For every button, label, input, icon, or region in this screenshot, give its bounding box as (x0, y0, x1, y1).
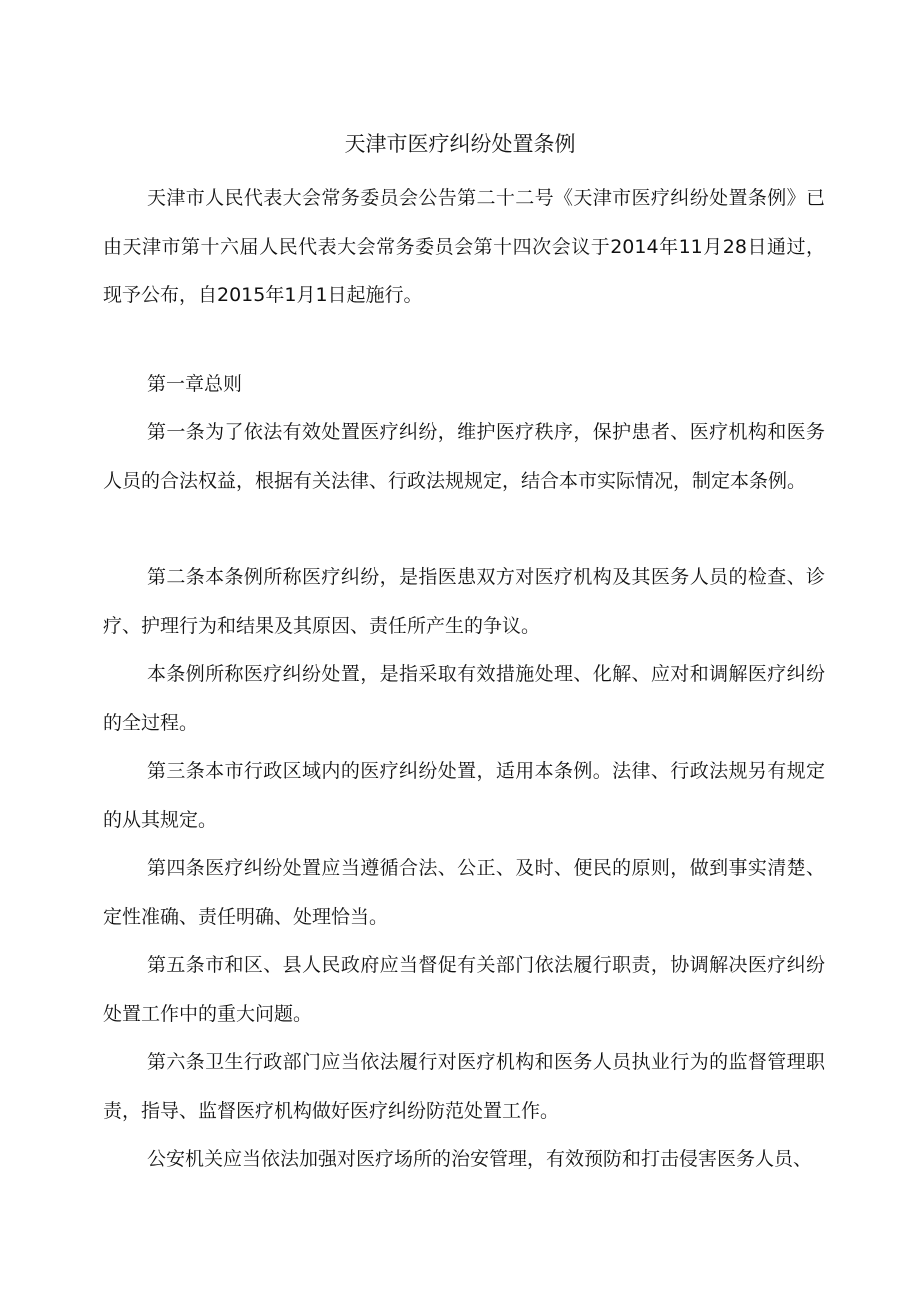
intro-paragraph: 天津市人民代表大会常务委员会公告第二十二号《天津市医疗纠纷处置条例》已由天津市第十六届人民代表大会常务委员会第十四次会议于2014年11月28日通过，现予公布，自2015年1月1日起施行。 (103, 187, 825, 306)
article-4-paragraph: 第四条医疗纠纷处置应当遵循合法、公正、及时、便民的原则，做到事实清楚、定性准确、责任明确、处理恰当。 (103, 857, 825, 928)
article-1-paragraph: 第一条为了依法有效处置医疗纠纷，维护医疗秩序，保护患者、医疗机构和医务人员的合法权益，根据有关法律、行政法规规定，结合本市实际情况，制定本条例。 (103, 421, 825, 492)
article-6-clause-paragraph: 公安机关应当依法加强对医疗场所的治安管理，有效预防和打击侵害医务人员、 (147, 1148, 813, 1170)
article-2-clause-paragraph: 本条例所称医疗纠纷处置，是指采取有效措施处理、化解、应对和调解医疗纠纷的全过程。 (103, 663, 825, 734)
article-3-paragraph: 第三条本市行政区域内的医疗纠纷处置，适用本条例。法律、行政法规另有规定的从其规定。 (103, 760, 825, 831)
article-2-paragraph: 第二条本条例所称医疗纠纷，是指医患双方对医疗机构及其医务人员的检查、诊疗、护理行为和结果及其原因、责任所产生的争议。 (103, 566, 825, 637)
article-6-paragraph: 第六条卫生行政部门应当依法履行对医疗机构和医务人员执业行为的监督管理职责，指导、监督医疗机构做好医疗纠纷防范处置工作。 (103, 1051, 825, 1122)
article-5-paragraph: 第五条市和区、县人民政府应当督促有关部门依法履行职责，协调解决医疗纠纷处置工作中的重大问题。 (103, 954, 825, 1025)
document-title: 天津市医疗纠纷处置条例 (344, 132, 576, 156)
chapter-heading: 第一章总则 (147, 373, 243, 395)
